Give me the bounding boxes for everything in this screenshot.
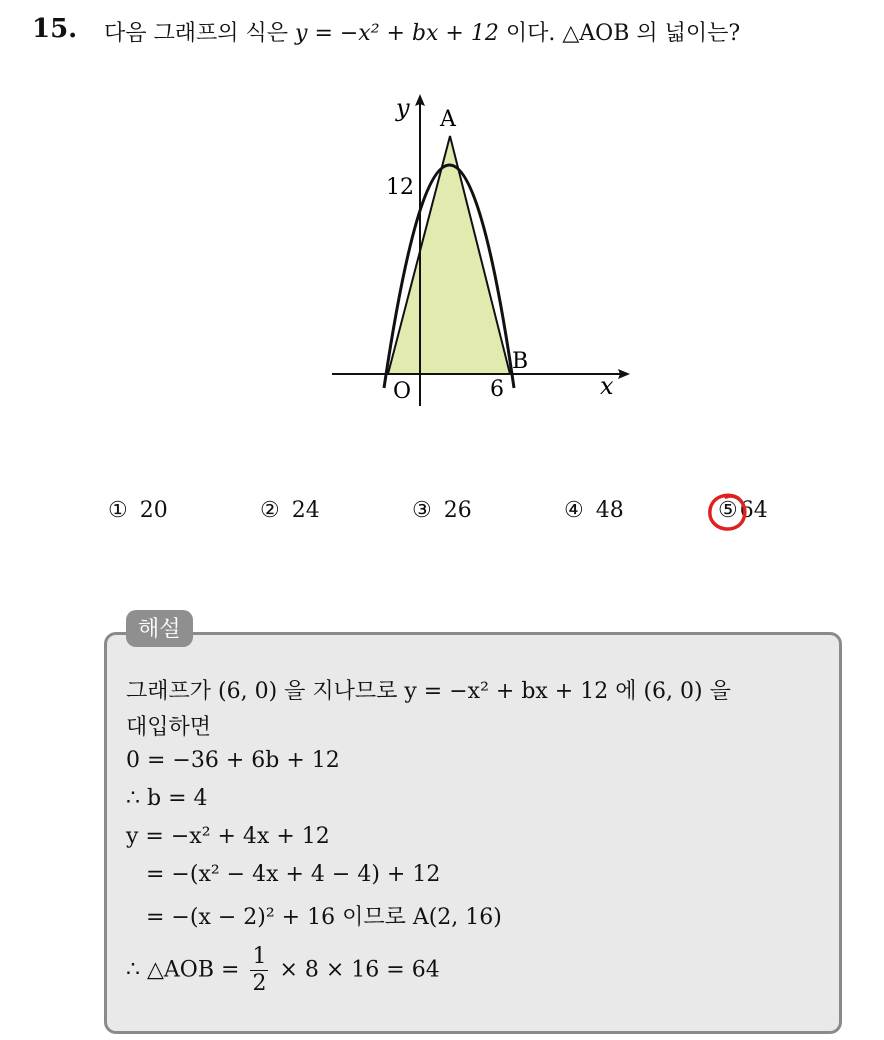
question-text-before: 다음 그래프의 식은 bbox=[104, 21, 289, 46]
choice-3[interactable] bbox=[412, 498, 472, 523]
answer-circle-mark bbox=[704, 490, 754, 536]
choice-2-number: ② bbox=[260, 498, 280, 523]
choice-3-number: ③ bbox=[412, 498, 432, 523]
x-tick-label: 6 bbox=[490, 377, 504, 402]
solution-line-3: 0 = −36 + 6b + 12 bbox=[126, 748, 340, 773]
vertex-label-a: A bbox=[440, 107, 456, 132]
question-text bbox=[104, 16, 740, 47]
choice-5-value: 64 bbox=[739, 498, 768, 523]
choice-2-value: 24 bbox=[291, 498, 320, 523]
solution-final-line bbox=[126, 944, 440, 997]
question-text-after: 이다. △AOB 의 넓이는? bbox=[505, 21, 741, 46]
origin-label: O bbox=[393, 379, 412, 404]
choice-1[interactable] bbox=[108, 498, 168, 523]
question-number: 15. bbox=[32, 14, 78, 44]
choice-4-number: ④ bbox=[564, 498, 584, 523]
choice-1-number: ① bbox=[108, 498, 128, 523]
solution-line-5: y = −x² + 4x + 12 bbox=[126, 824, 330, 849]
choice-5-number: ⑤ bbox=[718, 498, 738, 523]
choice-4-value: 48 bbox=[595, 498, 624, 523]
solution-tag: 해설 bbox=[126, 610, 193, 647]
choice-1-value: 20 bbox=[139, 498, 168, 523]
question-equation: y = −x² + bx + 12 bbox=[295, 21, 499, 46]
solution-line-6: = −(x² − 4x + 4 − 4) + 12 bbox=[146, 862, 441, 887]
choice-2[interactable] bbox=[260, 498, 320, 523]
solution-line-4: ∴ b = 4 bbox=[126, 786, 208, 811]
choice-4[interactable] bbox=[564, 498, 624, 523]
y-axis-label: y bbox=[396, 94, 410, 122]
fraction-denominator: 2 bbox=[252, 971, 267, 996]
choice-3-value: 26 bbox=[443, 498, 472, 523]
parabola-graph bbox=[320, 88, 640, 418]
solution-line-2: 대입하면 bbox=[126, 715, 212, 740]
y-intercept-label: 12 bbox=[386, 175, 414, 200]
fraction-numerator: 1 bbox=[252, 944, 267, 969]
fraction-one-half bbox=[250, 944, 268, 997]
solution-line-1: 그래프가 (6, 0) 을 지나므로 y = −x² + bx + 12 에 (6, 0) 을 bbox=[126, 679, 731, 704]
x-axis-label: x bbox=[600, 372, 614, 400]
solution-final-prefix: ∴ △AOB = bbox=[126, 957, 240, 983]
point-b-label: B bbox=[512, 349, 529, 374]
solution-line-7: = −(x − 2)² + 16 이므로 A(2, 16) bbox=[146, 905, 502, 930]
solution-final-suffix: × 8 × 16 = 64 bbox=[279, 957, 440, 983]
